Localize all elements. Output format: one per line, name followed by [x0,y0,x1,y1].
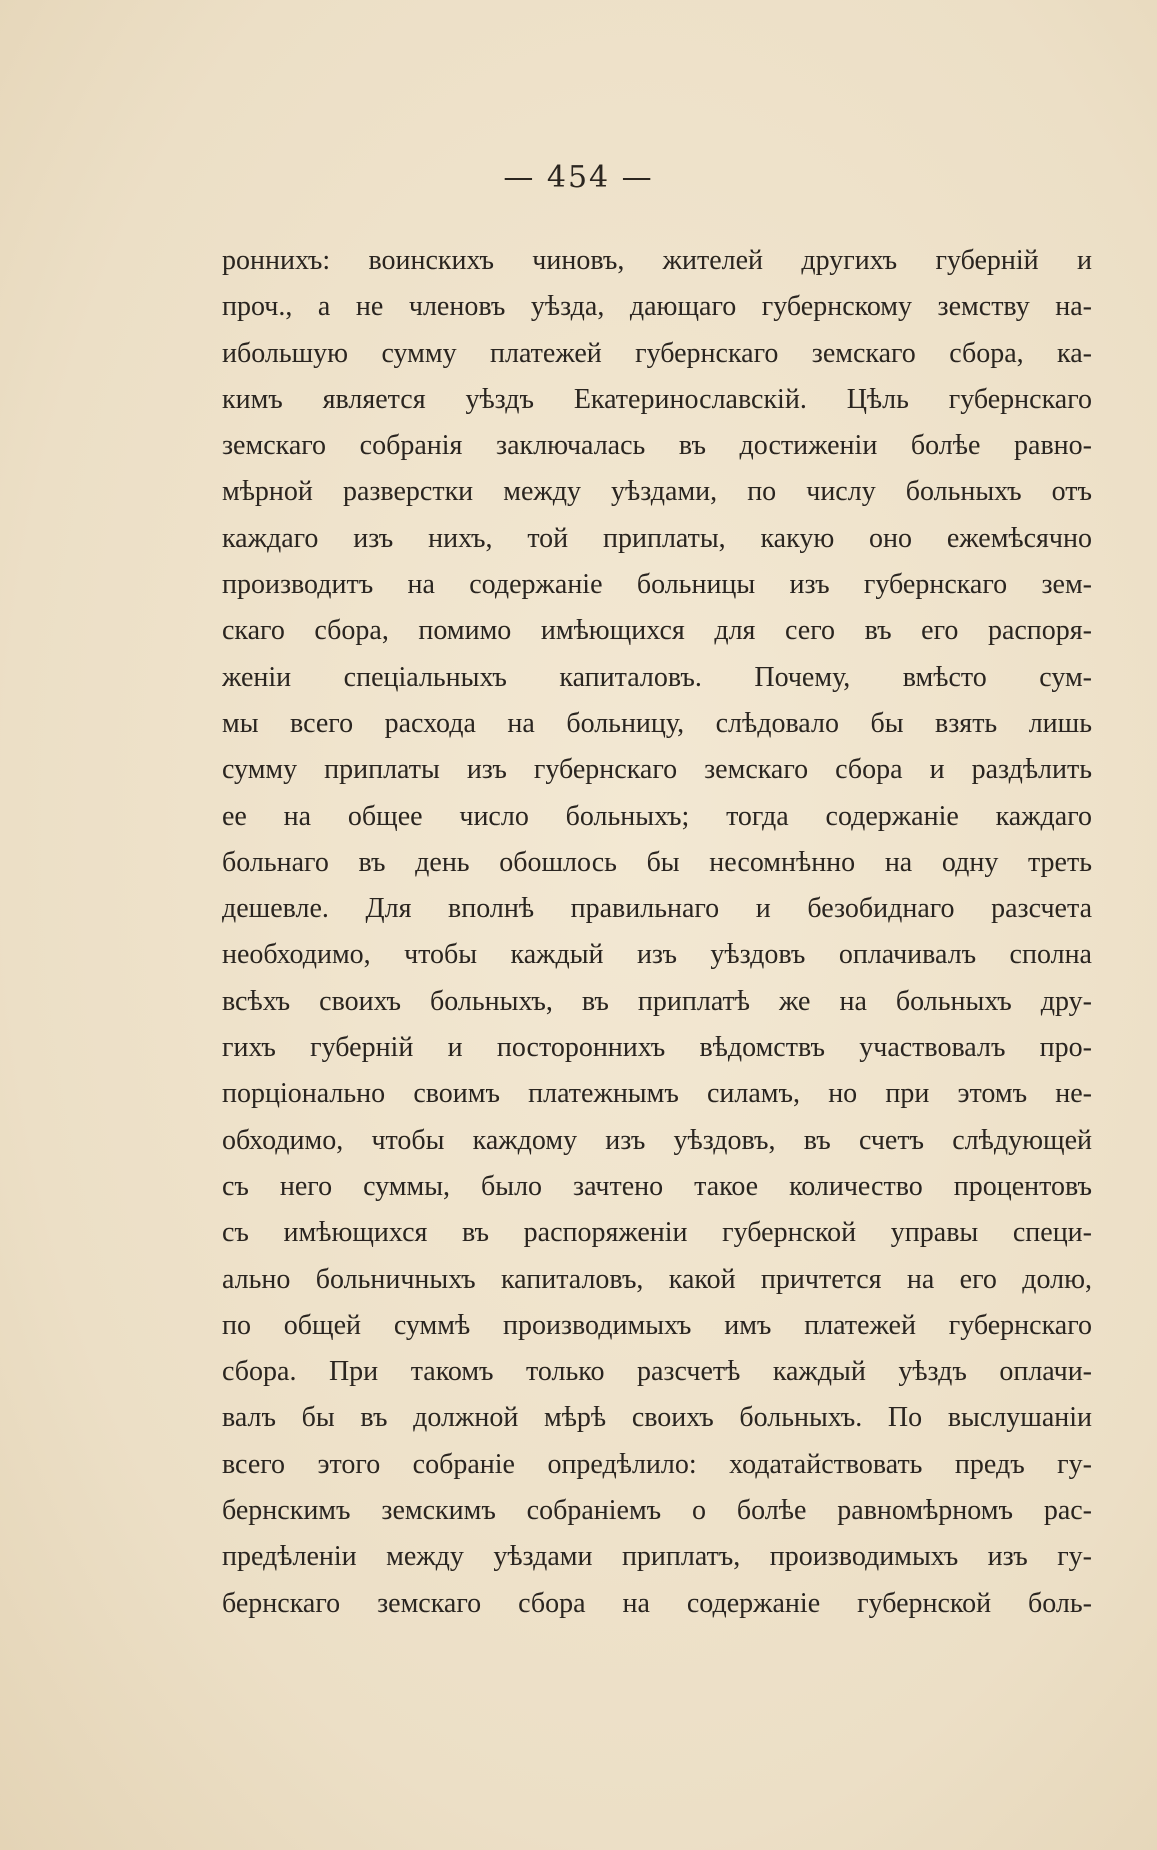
text-line: необходимо, чтобы каждый изъ уѣздовъ оплачивалъ сполна [222,939,1092,971]
text-line: мы всего расхода на больницу, слѣдовало бы взять лишь [222,707,1092,739]
text-line: кимъ является уѣздъ Екатеринославскій. Цѣль губернскаго [222,383,1092,415]
text-line: обходимо, чтобы каждому изъ уѣздовъ, въ счетъ слѣдующей [222,1124,1092,1156]
text-line: производитъ на содержаніе больницы изъ губернскаго зем- [222,569,1092,601]
text-line: съ имѣющихся въ распоряженіи губернской управы специ- [222,1217,1092,1249]
text-line: каждаго изъ нихъ, той приплаты, какую оно ежемѣсячно [222,522,1092,554]
text-line: всѣхъ своихъ больныхъ, въ приплатѣ же на больныхъ дру- [222,985,1092,1017]
text-line: скаго сбора, помимо имѣющихся для сего въ его распоря- [222,615,1092,647]
text-line: сбора. При такомъ только разсчетѣ каждый уѣздъ оплачи- [222,1356,1092,1388]
text-line: гихъ губерній и постороннихъ вѣдомствъ участвовалъ про- [222,1032,1092,1064]
text-line: порціонально своимъ платежнымъ силамъ, но при этомъ не- [222,1078,1092,1110]
text-line: земскаго собранія заключалась въ достиженіи болѣе равно- [222,430,1092,462]
text-line: дешевле. Для вполнѣ правильнаго и безобиднаго разсчета [222,893,1092,925]
text-line: по общей суммѣ производимыхъ имъ платежей губернскаго [222,1309,1092,1341]
text-line: ибольшую сумму платежей губернскаго земскаго сбора, ка- [222,337,1092,369]
text-line: сумму приплаты изъ губернскаго земскаго сбора и раздѣлить [222,754,1092,786]
page-number: — 454 — [503,160,654,195]
text-line: больнаго въ день обошлось бы несомнѣнно на одну треть [222,846,1092,878]
text-line: проч., а не членовъ уѣзда, дающаго губернскому земству на- [222,291,1092,323]
body-text [222,238,1092,1627]
text-line: мѣрной разверстки между уѣздами, по числу больныхъ отъ [222,476,1092,508]
text-line: съ него суммы, было зачтено такое количество процентовъ [222,1170,1092,1202]
text-line: бернскимъ земскимъ собраніемъ о болѣе равномѣрномъ рас- [222,1495,1092,1527]
text-line: женіи спеціальныхъ капиталовъ. Почему, вмѣсто сум- [222,661,1092,693]
text-line: всего этого собраніе опредѣлило: ходатайствовать предъ гу- [222,1448,1092,1480]
text-line: роннихъ: воинскихъ чиновъ, жителей другихъ губерній и [222,245,1092,276]
text-line: предѣленіи между уѣздами приплатъ, производимыхъ изъ гу- [222,1541,1092,1573]
text-line: ально больничныхъ капиталовъ, какой причтется на его долю, [222,1263,1092,1295]
text-line: бернскаго земскаго сбора на содержаніе губернской боль- [222,1587,1092,1619]
text-line: валъ бы въ должной мѣрѣ своихъ больныхъ. По выслушаніи [222,1402,1092,1434]
text-line: ее на общее число больныхъ; тогда содержаніе каждаго [222,800,1092,832]
